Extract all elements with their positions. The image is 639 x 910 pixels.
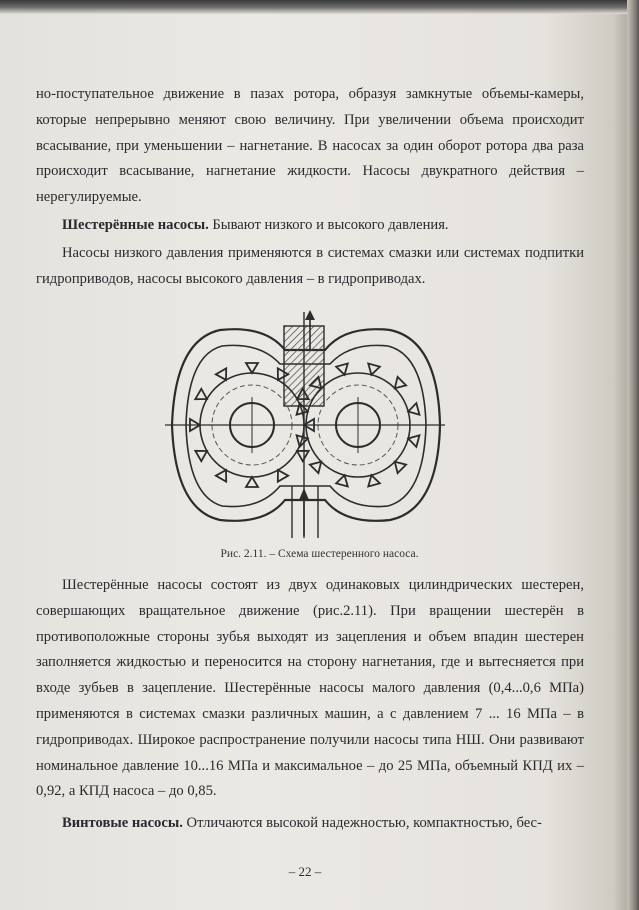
bottom-text-block [36, 573, 584, 837]
screw-pumps-heading: Винтовые насосы. [62, 815, 183, 832]
scan-right-edge [627, 0, 639, 910]
paragraph-low-high-pressure: Насосы низкого давления применяются в системах смазки или системах подпитки гидроприводов, насосы высокого давления – в гидроприводах. [36, 244, 584, 287]
gear-pumps-heading: Шестерённые насосы. [62, 216, 209, 233]
gear-pump-diagram [160, 310, 450, 540]
outlet-arrow-head [305, 310, 315, 320]
page-number: – 22 – [288, 864, 322, 879]
paragraph-vane-continuation: но-поступательное движение в пазах ротора, образуя замкнутые объемы-камеры, которые непрерывно меняют свою величину. При увеличении объема происходит всасывание, при уменьшении – нагнетание. В насосах за один оборот ротора два раза происходит всасывание, нагнетание жидкости. Насосы двукратного действия – нерегулируемые. [36, 86, 584, 206]
paragraph-screw-intro [36, 811, 584, 837]
top-text-block [36, 82, 584, 292]
paragraph-gear-description: Шестерённые насосы состоят из двух одинаковых цилиндрических шестерен, совершающих вращательное движение (рис.2.11). При вращении шестерён в противоположные стороны зубья выходят из зацепления и объем впадин шестерен заполняется жидкостью и переносится на сторону нагнетания, где и вытесняется при входе зубьев в зацепление. Шестерённые насосы малого давления (0,4...0,6 МПа) применяются в системах смазки различных машин, а с давлением 7 ... 16 МПа – в гидроприводах. Широкое распространение получили насосы типа НШ. Они развивают номинальное давление 10...16 МПа и максимальное – до 25 МПа, объемный КПД их – 0,92, а КПД насоса – до 0,85. [36, 577, 584, 800]
figure-caption: Рис. 2.11. – Схема шестеренного насоса. [220, 548, 419, 560]
screw-pumps-heading-rest: Отличаются высокой надежностью, компактностью, бес- [182, 815, 542, 832]
inlet-arrow-head [299, 488, 309, 500]
paragraph-gear-intro [36, 213, 584, 239]
gear-pumps-heading-rest: Бывают низкого и высокого давления. [208, 216, 449, 233]
scan-top-edge [0, 0, 639, 14]
